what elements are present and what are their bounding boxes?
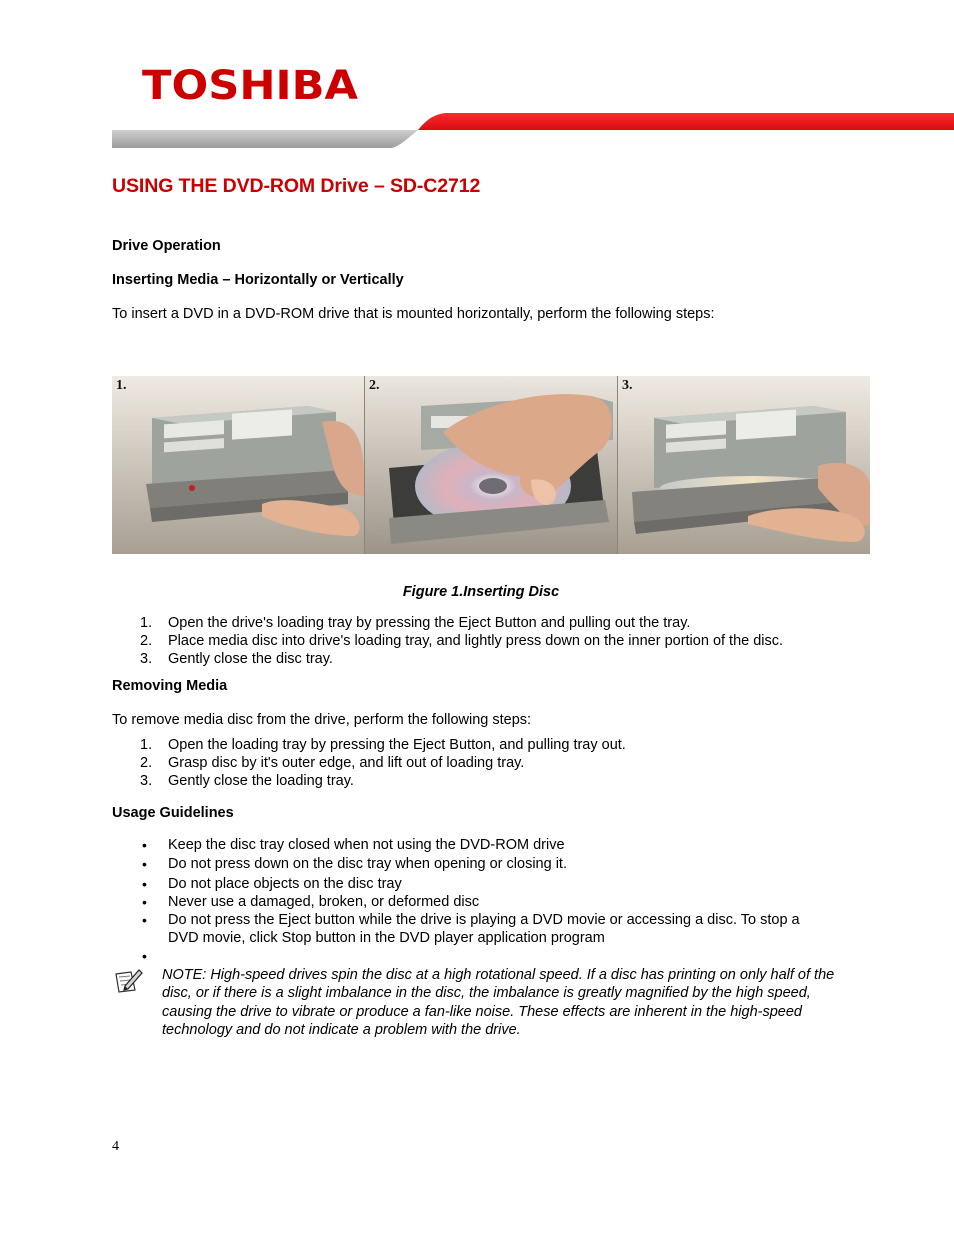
list-item (112, 893, 832, 911)
list-item (112, 772, 872, 790)
list-item-text: Grasp disc by it's outer edge, and lift out of loading tray. (168, 755, 525, 771)
bullet-icon: • (142, 837, 147, 853)
section-heading-drive-operation: Drive Operation (112, 238, 221, 254)
list-item (112, 650, 872, 668)
disc-placement-photo (365, 376, 617, 554)
figure-panel-2 (364, 376, 617, 554)
note-text: NOTE: High-speed drives spin the disc at a high rotational speed. If a disc has printing on only half of the disc, or if there is a slight imbalance in the disc, the imbalance is greatly magnified by the high speed, causing the drive to vibrate or produce a fan-like noise. These effects are inherent in the high-speed technology and do not indicate a problem with the drive. (162, 967, 835, 1038)
list-item-number: 1. (140, 615, 153, 631)
insert-intro-paragraph: To insert a DVD in a DVD-ROM drive that is mounted horizontally, perform the following steps: (112, 306, 715, 322)
list-item-number: 1. (140, 737, 153, 753)
figure-caption: Figure 1.Inserting Disc (402, 584, 560, 600)
list-item (112, 614, 872, 632)
list-item-text: Gently close the loading tray. (168, 773, 354, 789)
list-item (112, 736, 872, 754)
header-swoosh-bar (0, 110, 954, 152)
list-item-text: Gently close the disc tray. (168, 651, 333, 667)
note-pencil-icon (113, 966, 143, 994)
list-item-text: Open the drive's loading tray by pressing the Eject Button and pulling out the tray. (168, 615, 691, 631)
toshiba-logo-wordmark: TOSHIBA (142, 63, 359, 106)
list-item (112, 754, 872, 772)
list-item (112, 836, 832, 854)
bullet-icon: • (142, 912, 147, 928)
remove-steps-list (112, 736, 872, 790)
list-item-number: 2. (140, 755, 153, 771)
section-heading-inserting-media: Inserting Media – Horizontally or Vertically (112, 272, 404, 288)
list-item-number: 3. (140, 773, 153, 789)
usage-guidelines-list (112, 836, 832, 965)
list-item (112, 875, 832, 893)
list-item-text: Do not press down on the disc tray when opening or closing it. (168, 856, 567, 872)
inserting-disc-figure (112, 376, 870, 554)
list-item (112, 632, 872, 650)
figure-panel-3 (617, 376, 870, 554)
page-number: 4 (112, 1139, 119, 1154)
list-item-number: 3. (140, 651, 153, 667)
list-item-text: Place media disc into drive's loading tray, and lightly press down on the inner portion of the disc. (168, 633, 784, 649)
section-heading-usage-guidelines: Usage Guidelines (112, 805, 234, 821)
list-item-number: 2. (140, 633, 153, 649)
insert-steps-list (112, 614, 872, 668)
bullet-icon: • (142, 894, 147, 910)
list-item (112, 855, 832, 873)
page-title: USING THE DVD-ROM Drive – SD-C2712 (112, 175, 481, 197)
list-item-text: Do not press the Eject button while the drive is playing a DVD movie or accessing a disc. To stop a DVD movie, click Stop button in the DVD player application program (168, 912, 800, 946)
drive-open-photo (112, 376, 364, 554)
list-item (112, 947, 832, 965)
bullet-icon: • (142, 948, 147, 964)
list-item-text: Never use a damaged, broken, or deformed disc (168, 894, 480, 910)
list-item-text: Open the loading tray by pressing the Eject Button, and pulling tray out. (168, 737, 626, 753)
figure-panel-number: 1. (116, 378, 127, 393)
bullet-icon: • (142, 876, 147, 892)
figure-panel-number: 2. (369, 378, 380, 393)
remove-intro-paragraph: To remove media disc from the drive, perform the following steps: (112, 712, 532, 728)
section-heading-removing-media: Removing Media (112, 678, 228, 694)
toshiba-logo (142, 62, 362, 106)
figure-panel-1 (112, 376, 364, 554)
tray-closing-photo (618, 376, 870, 554)
figure-panel-number: 3. (622, 378, 633, 393)
list-item (112, 911, 828, 947)
list-item-text: Keep the disc tray closed when not using the DVD-ROM drive (168, 837, 565, 853)
bullet-icon: • (142, 856, 147, 872)
list-item-text: Do not place objects on the disc tray (168, 876, 402, 892)
